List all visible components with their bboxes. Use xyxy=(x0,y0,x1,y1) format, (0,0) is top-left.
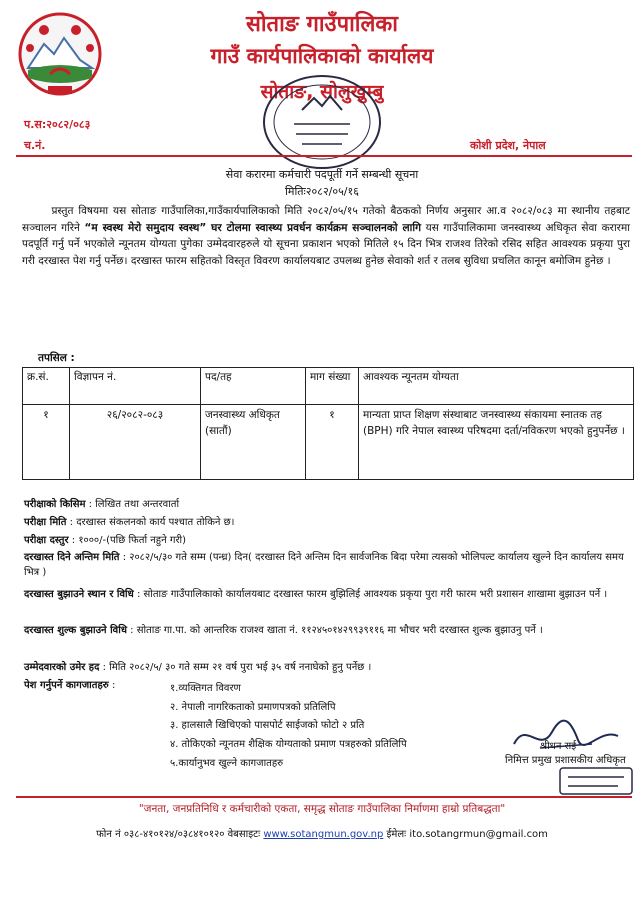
document-item: ४. तोकिएको न्यूनतम शैक्षिक योग्यताको प्रमाण पत्रहरुको प्रतिलिपि xyxy=(170,739,407,750)
detail-label: परीक्षाको किसिम xyxy=(24,499,86,510)
office-address: सोताङ, सोलुखुम्बु xyxy=(260,81,384,103)
col-quantity: माग संख्या xyxy=(306,368,359,405)
body-text-2: यस गाउँपालिकामा जनस्वास्थ्य अधिकृत सेवा करारमा पदपूर्ति गर्नु पर्ने भएकोले न्यूनतम योग्यता पुगेका उम्मेदवारहरुले यो सूचना प्रकाशन भएको मितिले १५ दिन भित्र राजश्व तिरेको रसिद सहित आवश्यक प्रकृया पुरा गरी दरखास्त पेश गर्नु पर्नेछ। दरखास्त फारम सहितको विस्तृत विवरण कार्यालयबाट उपलब्ध हुनेछ सेवाको शर्त र तलब सुविधा प्रचलित कानून बमोजिम हुनेछ । xyxy=(22,221,630,267)
detail-submission xyxy=(24,587,634,602)
header-divider xyxy=(16,155,632,157)
website-link[interactable]: www.sotangmun.gov.np xyxy=(263,829,384,840)
detail-label: उम्मेदवारको उमेर हद xyxy=(24,662,100,673)
detail-value: : सोताङ गाउँपालिकाको कार्यालयबाट दरखास्त फारम बुझिलिई आवश्यक प्रकृया पुरा गरी फारम भरी प्रशासन शाखामा बुझाउन पर्ने । xyxy=(133,589,608,600)
detail-fee-payment xyxy=(24,623,634,638)
province-label: कोशी प्रदेश, नेपाल xyxy=(470,139,546,152)
table-row xyxy=(23,405,634,480)
documents-label: पेश गर्नुपर्ने कागजातहरु : xyxy=(24,680,116,691)
schedule-label: तपसिल : xyxy=(38,352,75,364)
body-program-name: “म स्वस्थ मेरो समुदाय स्वस्थ” घर टोलमा स्वास्थ्य प्रवर्धन कार्यक्रम सञ्चालनको लागि xyxy=(84,221,422,234)
col-position: पद/तह xyxy=(201,368,306,405)
detail-deadline xyxy=(24,550,634,580)
documents-label-text: पेश गर्नुपर्ने कागजातहरु xyxy=(24,680,109,691)
detail-label: दरखास्त शुल्क बुझाउने विधि xyxy=(24,625,127,636)
col-qualification: आवश्यक न्यूनतम योग्यता xyxy=(359,368,634,405)
detail-label: परीक्षा मिति xyxy=(24,517,67,528)
detail-label: दरखास्त दिने अन्तिम मिति xyxy=(24,552,120,563)
document-item: ३. हालसालै खिचिएको पासपोर्ट साईजको फोटो २ प्रति xyxy=(170,720,365,731)
detail-value: : २०८२/५/३० गते सम्म (पन्ध्र) दिन( दरखास्त दिने अन्तिम दिन सार्वजनिक बिदा परेमा त्यसको भोलिपल्ट कार्यालय खुल्ने दिन कार्यालय समय भित्र ) xyxy=(24,552,624,578)
notice-date: मितिः२०८२/०५/१६ xyxy=(285,185,359,198)
dispatch-number: च.नं. xyxy=(24,139,46,152)
detail-value: : सोताङ गा.पा. को आन्तरिक राजश्व खाता नं. ११२४५०१४२९९३९११६ मा भौचर भरी दरखास्त शुल्क बुझाउनु पर्ने । xyxy=(126,625,543,636)
municipality-name: सोताङ गाउँपालिका xyxy=(245,12,399,37)
detail-exam-fee xyxy=(24,533,634,548)
notice-subject: सेवा करारमा कर्मचारी पदपूर्ती गर्ने सम्बन्धी सूचना xyxy=(225,168,419,181)
signatory-name: श्रीधन राई xyxy=(540,741,577,752)
document-item: ५.कार्यानुभव खुल्ने कागजातहरु xyxy=(170,758,284,769)
footer-motto: "जनता, जनप्रतिनिधि र कर्मचारीको एकता, समृद्ध सोताङ गाउँपालिका निर्माणमा हाम्रो प्रतिबद्धता" xyxy=(138,803,506,815)
notice-body xyxy=(22,203,630,269)
cell-position: जनस्वास्थ्य अधिकृत (सातौं) xyxy=(201,405,306,480)
cell-serial: १ xyxy=(23,405,70,480)
footer-email-label: ईमेलः xyxy=(383,829,410,840)
detail-label: दरखास्त बुझाउने स्थान र विधि xyxy=(24,589,134,600)
document-item: २. नेपाली नागरिकताको प्रमाणपत्रको प्रतिलिपि xyxy=(170,702,336,713)
footer-divider xyxy=(16,796,632,798)
detail-exam-date xyxy=(24,515,634,530)
signatory-stamp xyxy=(558,766,634,796)
detail-value: : १०००/-(पछि फिर्ता नहुने गरी) xyxy=(68,535,187,546)
col-ad-number: विज्ञापन नं. xyxy=(70,368,201,405)
cell-ad-number: २६/२०८२-०८३ xyxy=(70,405,201,480)
footer-contact xyxy=(0,826,644,840)
vacancy-table xyxy=(22,367,634,480)
reference-number: प.स:२०८२/०८३ xyxy=(24,118,91,131)
body-text-1: प्रस्तुत विषयमा यस सोताङ गाउँपालिका,गाउँकार्यपालिकाको मिति २०८२/०५/१५ गतेको बैठकको निर्णय अनुसार आ.व २०८२/०८३ मा स्थानीय तहबाट सञ्चालन गरिने xyxy=(22,205,630,234)
detail-value: : लिखित तथा अन्तरवार्ता xyxy=(85,499,180,510)
office-stamp xyxy=(258,70,386,174)
detail-value: : मिति २०८२/५/ ३० गते सम्म २१ वर्ष पुरा भई ३५ वर्ष ननाघेको हुनु पर्नेछ । xyxy=(99,662,372,673)
table-header-row xyxy=(23,368,634,405)
detail-value: : दरखास्त संकलनको कार्य पश्चात तोकिने छ। xyxy=(66,517,235,528)
footer-email[interactable]: ito.sotangrmun@gmail.com xyxy=(409,829,548,840)
detail-age-limit xyxy=(24,660,634,675)
detail-label: परीक्षा दस्तुर xyxy=(24,535,69,546)
footer-phone: फोन नं ०३८-४१०१२४/०३८४१०१२० वेबसाइटः xyxy=(96,829,264,840)
cell-qualification: मान्यता प्राप्त शिक्षण संस्थाबाट जनस्वास्थ्य संकायमा स्नातक तह (BPH) गरि नेपाल स्वास्थ्य परिषदमा दर्ता/नविकरण भएको हुनुपर्नेछ । xyxy=(359,405,634,480)
office-name: गाउँ कार्यपालिकाको कार्यालय xyxy=(210,44,434,68)
document-item: १.व्यक्तिगत विवरण xyxy=(170,683,241,694)
col-serial: क्र.सं. xyxy=(23,368,70,405)
detail-exam-type xyxy=(24,497,634,512)
signatory-title: निमित्त प्रमुख प्रशासकीय अधिकृत xyxy=(505,755,626,766)
cell-quantity: १ xyxy=(306,405,359,480)
